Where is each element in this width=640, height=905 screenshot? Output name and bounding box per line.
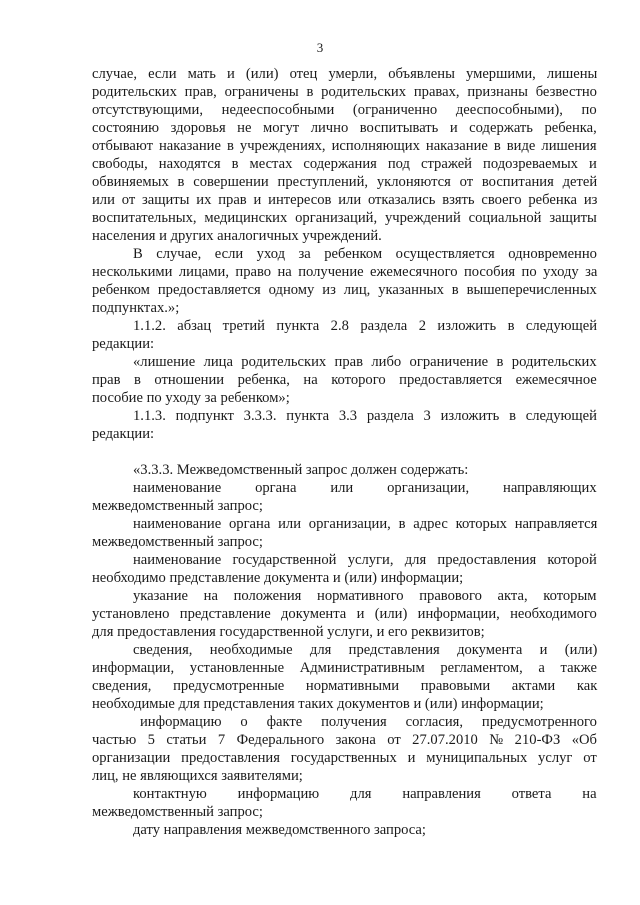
text-line: наименование органа или организации, в адрес которых направляется bbox=[133, 516, 598, 532]
text-line: населения и других аналогичных учреждений. bbox=[92, 228, 382, 244]
text-line: редакции: bbox=[92, 336, 155, 352]
text-line: контактную информацию для направления ответа на bbox=[133, 786, 597, 802]
text-line: организации предоставления государственных и муниципальных услуг от bbox=[92, 750, 597, 766]
text-line: состоянию здоровья не могут лично воспитывать и содержать ребенка, bbox=[92, 120, 597, 136]
text-line: редакции: bbox=[92, 426, 155, 442]
text-line: свободы, находятся в местах содержания под стражей подозреваемых и bbox=[92, 156, 597, 172]
text-line: дату направления межведомственного запроса; bbox=[133, 822, 426, 838]
text-line: частью 5 статьи 7 Федерального закона от 27.07.2010 № 210-ФЗ «Об bbox=[92, 732, 597, 748]
text-line: наименование органа или организации, направляющих bbox=[133, 480, 597, 496]
text-line: воспитательных, медицинских организаций, учреждений социальной защиты bbox=[92, 210, 597, 226]
text-line: сведения, необходимые для представления документа и (или) bbox=[133, 642, 598, 658]
text-line: межведомственный запрос; bbox=[92, 498, 263, 514]
text-line: установлено представление документа и (или) информации, необходимого bbox=[92, 606, 597, 622]
text-line: сведения, предусмотренные нормативными правовыми актами как bbox=[92, 678, 598, 694]
text-line: подпунктах.»; bbox=[92, 300, 180, 316]
text-line: случае, если мать и (или) отец умерли, объявлены умершими, лишены bbox=[92, 66, 598, 82]
text-line: несколькими лицами, право на получение ежемесячного пособия по уходу за bbox=[92, 264, 598, 280]
text-line: 1.1.2. абзац третий пункта 2.8 раздела 2 изложить в следующей bbox=[133, 318, 598, 334]
text-line: 1.1.3. подпункт 3.3.3. пункта 3.3 раздела 3 изложить в следующей bbox=[133, 408, 597, 424]
text-line: ребенком предоставляется одному из лиц, указанных в вышеперечисленных bbox=[92, 282, 597, 298]
text-line: «3.3.3. Межведомственный запрос должен содержать: bbox=[133, 462, 469, 478]
text-line: межведомственный запрос; bbox=[92, 804, 263, 820]
text-line: пособие по уходу за ребенком»; bbox=[92, 390, 290, 406]
text-line: информацию о факте получения согласия, предусмотренного bbox=[140, 714, 597, 730]
text-line: родительских прав, ограничены в родительских правах, признаны безвестно bbox=[92, 84, 597, 100]
text-line: «лишение лица родительских прав либо ограничение в родительских bbox=[133, 354, 597, 370]
text-line: наименование государственной услуги, для предоставления которой bbox=[133, 552, 597, 568]
text-line: прав в отношении ребенка, на которого предоставляется ежемесячное bbox=[92, 372, 597, 388]
page-number: 3 bbox=[316, 40, 324, 55]
text-line: лиц, не являющихся заявителями; bbox=[92, 768, 303, 784]
text-line: или от защиты их прав и интересов или отказались взять своего ребенка из bbox=[92, 192, 598, 208]
text-line: межведомственный запрос; bbox=[92, 534, 263, 550]
text-line: информации, установленные Административным регламентом, а также bbox=[92, 660, 598, 676]
text-line: отсутствующими, недееспособными (ограниченно дееспособными), по bbox=[92, 102, 597, 118]
text-line: необходимые для представления таких документов и (или) информации; bbox=[92, 696, 544, 712]
text-line: обвиняемых в совершении преступлений, уклоняются от воспитания детей bbox=[92, 174, 598, 190]
text-line: В случае, если уход за ребенком осуществляется одновременно bbox=[133, 246, 597, 262]
text-line: указание на положения нормативного правового акта, которым bbox=[133, 588, 597, 604]
text-line: отбывают наказание в учреждениях, исполняющих наказание в виде лишения bbox=[92, 138, 597, 154]
text-line: необходимо представление документа и (или) информации; bbox=[92, 570, 464, 586]
text-line: для предоставления государственной услуги, и его реквизитов; bbox=[92, 624, 485, 640]
